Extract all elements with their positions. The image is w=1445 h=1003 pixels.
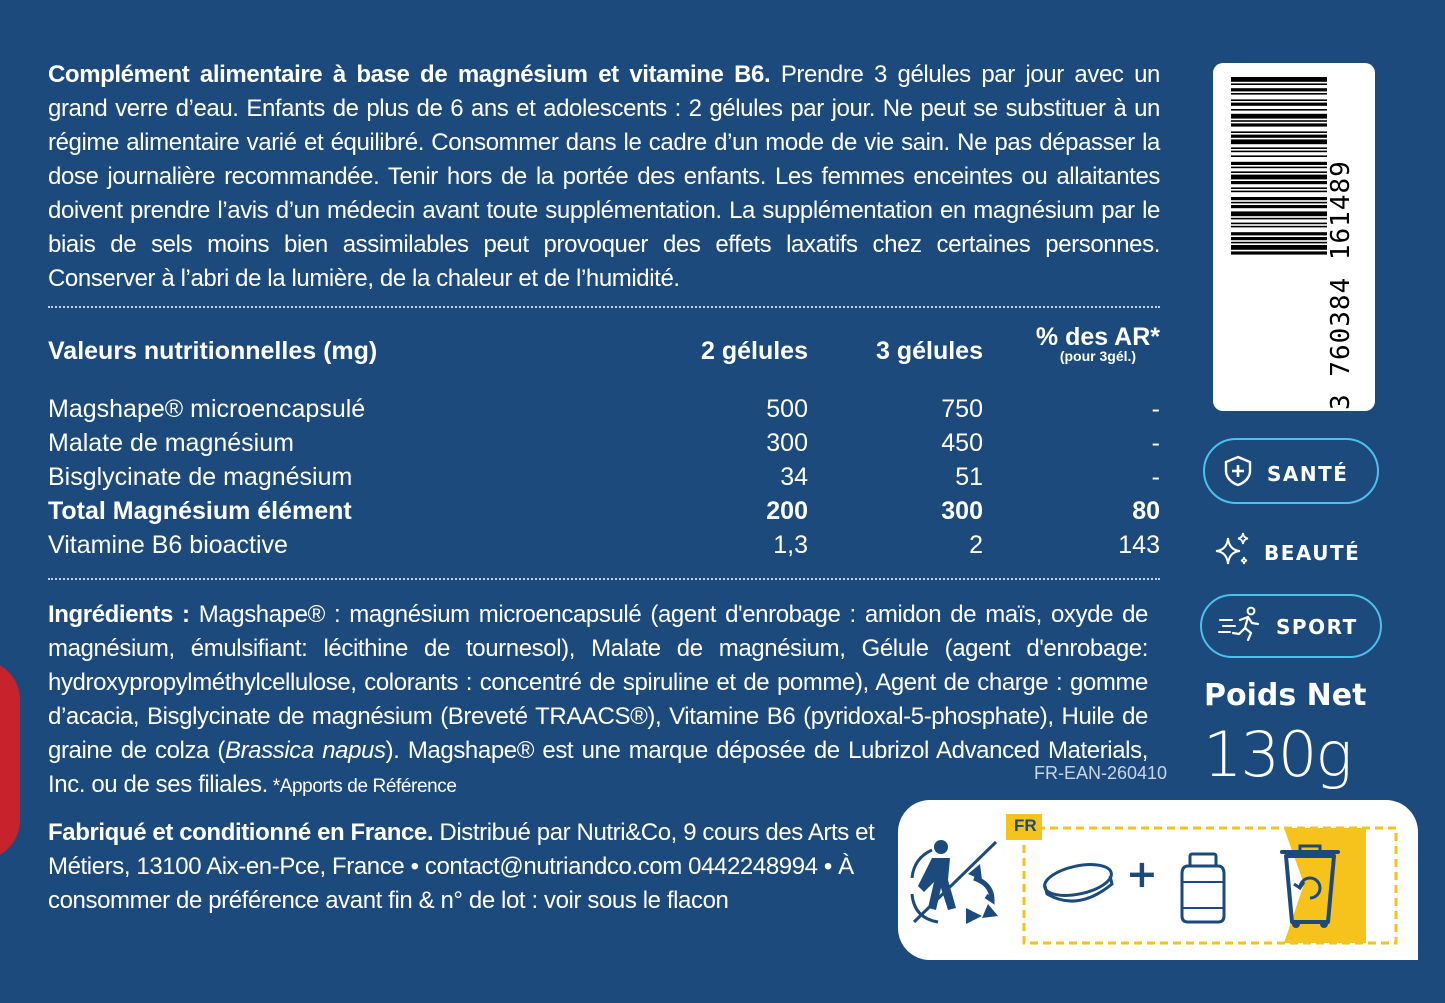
barcode-bar	[1231, 245, 1327, 250]
nutrition-cell-3-capsules: 450	[941, 429, 983, 457]
barcode-bar	[1231, 131, 1327, 133]
nutrition-cell-3-capsules: 750	[941, 395, 983, 423]
description-paragraph	[48, 58, 1160, 296]
nutrition-row	[48, 528, 1160, 562]
nutrition-header-3-capsules: 3 gélules	[876, 337, 983, 365]
nutrition-cell-2-capsules: 300	[766, 429, 808, 457]
barcode-bar	[1231, 242, 1327, 244]
nutrition-cell-2-capsules: 34	[780, 463, 808, 491]
barcode-bar	[1231, 77, 1327, 82]
description-lead: Complément alimentaire à base de magnésium et vitamine B6.	[48, 61, 771, 88]
footer-block	[48, 816, 878, 918]
bottle-icon	[1180, 852, 1226, 928]
ingredients-text-a: Magshape® : magnésium microencapsulé (agent d'enrobage : amidon de maïs, oxyde de magnésium, émulsifiant: lécithine de tournesol), Malate de magnésium, Gélule (agent d'enrobage: hydroxypropylméthylcellulose, colorants : concentré de spiruline et de pomme), Agent de charge : gomme d’acacia, Bisglycinate de magnésium (Breveté TRAACS®), Vitamine B6 (pyridoxal-5-phosphate), Huile de graine de colza (	[48, 601, 1148, 764]
barcode-number: 3 760384 161489	[1326, 160, 1356, 410]
nutrition-cell-2-capsules: 500	[766, 395, 808, 423]
nutrition-cell-ar: 80	[1132, 497, 1160, 525]
nutrition-cell-2-capsules: 200	[766, 497, 808, 525]
cap-icon	[1038, 862, 1118, 916]
ingredients-text-b: ). Magshape® est une marque déposée de Lubrizol Advanced Materials, Inc. ou de ses filiales.	[48, 737, 1148, 798]
barcode-bar	[1231, 109, 1327, 111]
barcode-bar	[1231, 147, 1327, 149]
barcode-bar	[1231, 205, 1327, 208]
badge-sport	[1218, 606, 1358, 647]
nutrition-cell-name: Magshape® microencapsulé	[48, 395, 366, 423]
fr-ean-code: FR-EAN-260410	[1034, 763, 1168, 783]
nutrition-header-ar	[983, 320, 1160, 376]
barcode-bar	[1231, 226, 1327, 228]
barcode-bar	[1231, 191, 1327, 193]
barcode-bar	[1231, 135, 1327, 138]
shield-plus-icon	[1221, 454, 1255, 493]
nutrition-header-row	[48, 320, 1160, 376]
nutrition-cell-2-capsules: 1,3	[773, 531, 808, 559]
nutrition-cell-name: Vitamine B6 bioactive	[48, 531, 288, 559]
nutrition-cell-ar: 143	[1118, 531, 1160, 559]
recycling-panel	[898, 800, 1418, 960]
barcode-bar	[1231, 211, 1327, 216]
barcode-bar	[1231, 232, 1327, 235]
nutrition-cell-ar: -	[1151, 429, 1160, 457]
footer-paragraph	[48, 816, 878, 918]
divider-1	[48, 306, 1160, 308]
description-body: Prendre 3 gélules par jour avec un grand verre d’eau. Enfants de plus de 6 ans et adolescents : 2 gélules par jour. Ne peut se substituer à un régime alimentaire varié et équilibré. Consommer dans le cadre d’un mode de vie sain. Ne pas dépasser la dose journalière recommandée. Tenir hors de la portée des enfants. Les femmes enceintes ou allaitantes doivent prendre l’avis d’un médecin avant toute supplémentation. La supplémentation en magnésium par le biais de sels moins bien assimilables peut provoquer des effets laxatifs chez certaines personnes. Conserver à l’abri de la lumière, de la chaleur et de l’humidité.	[48, 61, 1160, 292]
yellow-bin-icon	[1278, 840, 1342, 934]
barcode-bar	[1231, 223, 1327, 225]
barcode-bar	[1231, 120, 1327, 122]
barcode-bar	[1231, 88, 1327, 91]
badge-sante-label: SANTÉ	[1267, 461, 1349, 486]
barcode-bar	[1231, 197, 1327, 200]
nutrition-cell-name: Bisglycinate de magnésium	[48, 463, 353, 491]
footer-body: Distribué par Nutri&Co, 9 cours des Arts et Métiers, 13100 Aix-en-Pce, France • contact@nutriandco.com 0442248994 • À consommer de préférence avant fin & n° de lot : voir sous le flacon	[48, 819, 875, 914]
nutrition-cell-3-capsules: 51	[955, 463, 983, 491]
nutrition-cell-name: Malate de magnésium	[48, 429, 294, 457]
runner-icon	[1218, 606, 1264, 647]
barcode-bar	[1231, 139, 1327, 144]
red-edge-decoration	[0, 660, 20, 860]
recycling-country: FR	[1014, 816, 1037, 835]
barcode-bar	[1231, 83, 1327, 85]
net-weight-value: 130g	[1203, 718, 1351, 791]
barcode-bar	[1231, 162, 1327, 165]
ingredients-label: Ingrédients :	[48, 601, 190, 628]
ingredients-paragraph	[48, 598, 1148, 804]
nutrition-row	[48, 392, 1160, 426]
nutrition-header-ar-label: % des AR*	[1035, 323, 1160, 351]
barcode-bar	[1231, 99, 1327, 101]
ingredients-footnote: *Apports de Référence	[267, 776, 457, 797]
badge-sport-label: SPORT	[1276, 614, 1358, 639]
nutrition-cell-ar: -	[1151, 463, 1160, 491]
barcode-bar	[1231, 103, 1327, 106]
footer-lead: Fabriqué et conditionné en France.	[48, 819, 434, 846]
net-weight-label: Poids Net	[1204, 678, 1367, 713]
barcode-bar	[1231, 237, 1327, 240]
barcode-bar	[1231, 218, 1327, 220]
nutrition-cell-name: Total Magnésium élément	[48, 497, 352, 525]
barcode-bar	[1231, 187, 1327, 189]
barcode-number-wrap	[1326, 70, 1366, 410]
barcode-bar	[1231, 202, 1327, 204]
barcode-bar	[1231, 114, 1327, 119]
barcode-bar	[1231, 251, 1327, 254]
badge-sante	[1221, 454, 1348, 493]
sparkles-icon	[1212, 530, 1252, 575]
nutrition-cell-3-capsules: 2	[969, 531, 983, 559]
barcode-bar	[1231, 181, 1327, 184]
barcode-bar	[1231, 151, 1327, 153]
nutrition-row	[48, 426, 1160, 460]
badge-beaute	[1212, 530, 1360, 575]
nutrition-header-name: Valeurs nutritionnelles (mg)	[48, 337, 378, 365]
nutrition-header-2-capsules: 2 gélules	[701, 337, 808, 365]
barcode-bar	[1231, 167, 1327, 169]
nutrition-row	[48, 460, 1160, 494]
label-main-column	[48, 58, 1160, 804]
nutrition-table	[48, 320, 1160, 562]
triman-icon	[908, 834, 1004, 938]
barcode-bar	[1231, 93, 1327, 95]
nutrition-header-ar-sub: (pour 3gél.)	[1059, 348, 1137, 364]
barcode-bar	[1231, 171, 1327, 173]
nutrition-row	[48, 494, 1160, 528]
nutrition-cell-3-capsules: 300	[941, 497, 983, 525]
barcode-bar	[1231, 175, 1327, 180]
nutrition-cell-ar: -	[1151, 395, 1160, 423]
barcode-bar	[1231, 155, 1327, 157]
ingredients-latin-name: Brassica napus	[224, 737, 386, 764]
recycling-plus: +	[1126, 852, 1158, 896]
badge-beaute-label: BEAUTÉ	[1264, 540, 1361, 565]
barcode-bar	[1231, 123, 1327, 126]
divider-2	[48, 578, 1160, 580]
